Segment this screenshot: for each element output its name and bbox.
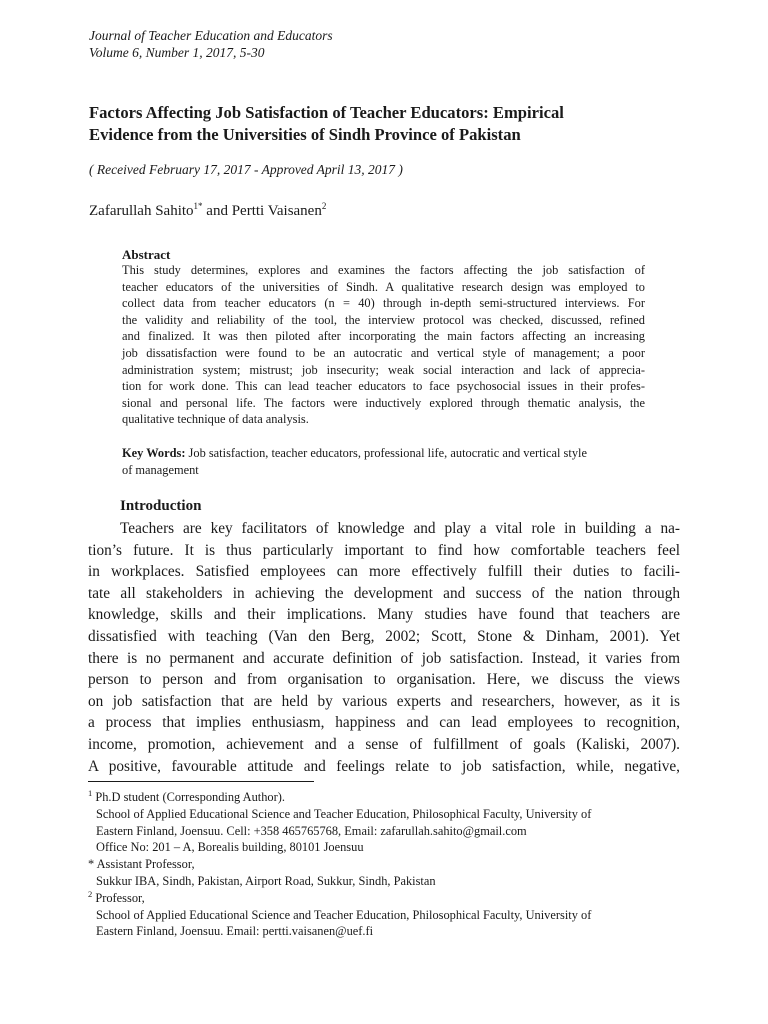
footnotes [88, 789, 688, 940]
body-line: income, promotion, achievement and a sense of fulfillment of goals (Kaliski, 2007). [88, 735, 680, 753]
abstract-line: job dissatisfaction were found to be an autocratic and vertical style of management; a poor [122, 345, 645, 360]
key-words-label: Key Words: [122, 446, 186, 460]
footnote-text: Professor, [92, 890, 145, 905]
footnote-text: * Assistant Professor, [88, 857, 195, 872]
title-line: Factors Affecting Job Satisfaction of Teacher Educators: Empirical [89, 103, 564, 122]
body-line: on job satisfaction that are held by various experts and researchers, however, as it is [88, 692, 680, 710]
body-line: person to person and from organisation to organisation. Here, we discuss the views [88, 671, 680, 689]
received-dates: ( Received February 17, 2017 - Approved April 13, 2017 ) [89, 162, 403, 177]
journal-name: Journal of Teacher Education and Educators [89, 28, 333, 43]
authors-line [89, 203, 326, 220]
body-line: knowledge, skills and their implications. Many studies have found that teachers are [88, 606, 680, 624]
body-line: Teachers are key facilitators of knowledge and play a vital role in building a na- [120, 520, 680, 537]
abstract-line: qualitative technique of data analysis. [122, 412, 309, 427]
author-connector: and [202, 203, 232, 219]
body-line: dissatisfied with teaching (Van den Berg, 2002; Scott, Stone & Dinham, 2001). Yet [88, 627, 680, 645]
abstract-line: tion for work done. This can lead teacher educators to face psychosocial issues in their profes- [122, 379, 645, 394]
body-line: tate all stakeholders in achieving the development and success of the nation through [88, 584, 680, 602]
key-words-text: of management [122, 462, 199, 477]
footnote-mark: 2 [88, 888, 93, 899]
abstract-heading: Abstract [122, 247, 171, 262]
footnote-text: Eastern Finland, Joensuu. Email: pertti.vaisanen@uef.fi [96, 924, 374, 939]
key-words [122, 445, 645, 478]
body-line: there is no permanent and accurate definition of job satisfaction. Instead, it varies from [88, 649, 680, 667]
author-2-affiliation-mark: 2 [321, 201, 327, 211]
body-line: A positive, favourable attitude and feelings relate to job satisfaction, while, negative, [88, 757, 680, 775]
body-line: a process that implies enthusiasm, happiness and can lead employees to recognition, [88, 714, 680, 732]
footnote-text: Eastern Finland, Joensuu. Cell: +358 465765768, Email: zafarullah.sahito@gmail.com [96, 823, 527, 838]
journal-volume: Volume 6, Number 1, 2017, 5-30 [89, 45, 265, 60]
footnote-divider [88, 781, 314, 782]
abstract-line: administration system; mistrust; job insecurity; weak social interaction and lack of apprecia- [122, 362, 645, 377]
footnote-text: Office No: 201 – A, Borealis building, 80101 Joensuu [96, 840, 364, 855]
abstract-body [122, 262, 645, 428]
author-1: Zafarullah Sahito [89, 203, 194, 219]
footnote-mark: 1 [88, 788, 93, 798]
journal-header [89, 27, 333, 61]
author-2: Pertti Vaisanen [231, 203, 322, 219]
author-1-affiliation-mark: 1* [193, 201, 203, 211]
abstract-line: This study determines, explores and examines the factors affecting the job satisfaction of [122, 263, 645, 277]
key-words-text: Job satisfaction, teacher educators, professional life, autocratic and vertical style [185, 446, 587, 460]
body-line: in workplaces. Satisfied employees can more effectively fulfill their duties to facili- [88, 563, 680, 581]
footnote-text: Sukkur IBA, Sindh, Pakistan, Airport Road, Sukkur, Sindh, Pakistan [96, 873, 436, 888]
abstract-line: teacher educators of the universities of Sindh. A qualitative research design was employed to [122, 279, 645, 294]
footnote-text: Ph.D student (Corresponding Author). [92, 790, 285, 804]
body-line: tion’s future. It is thus particularly important to find how comfortable teachers feel [88, 541, 680, 559]
introduction-heading: Introduction [120, 498, 202, 514]
introduction-body [88, 518, 680, 777]
footnote-text: School of Applied Educational Science and Teacher Education, Philosophical Faculty, University of [96, 907, 592, 922]
title-line: Evidence from the Universities of Sindh Province of Pakistan [89, 125, 521, 144]
abstract-line: the validity and reliability of the tool, the interview protocol was checked, discussed, refined [122, 312, 645, 327]
paper-title [89, 102, 689, 146]
abstract-line: sional and personal life. The factors were inductively explored through thematic analysis, the [122, 395, 645, 410]
abstract-line: and finalized. It was then piloted after incorporating the main factors affecting an increasing [122, 329, 645, 344]
footnote-text: School of Applied Educational Science and Teacher Education, Philosophical Faculty, University of [96, 806, 592, 821]
abstract-line: collect data from teacher educators (n = 40) through in-depth semi-structured interviews. For [122, 296, 645, 311]
